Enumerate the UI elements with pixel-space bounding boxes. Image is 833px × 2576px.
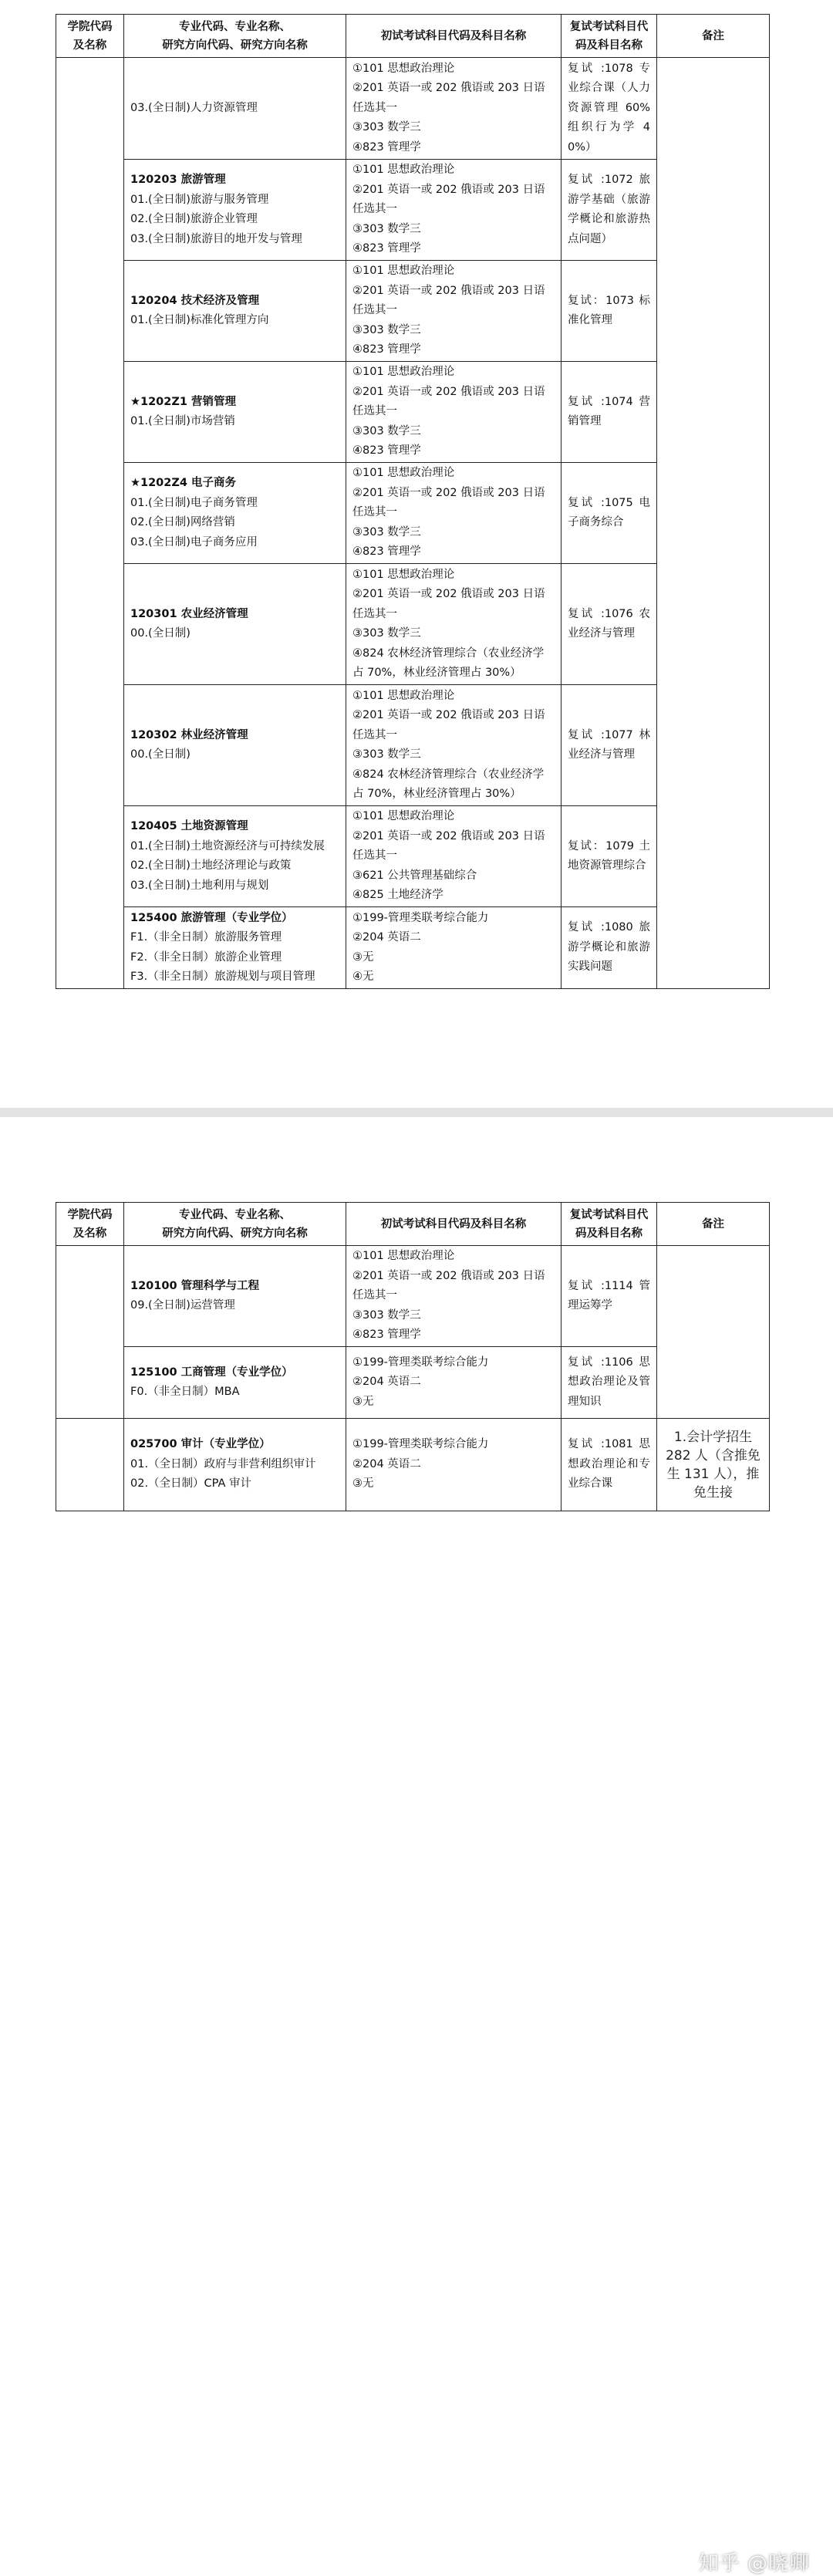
major-cell [124,1419,346,1511]
exam-subject: ④无 [352,971,374,983]
exam-subject: ②201 英语一或 202 俄语或 203 日语任选其一 [352,829,545,863]
exam-subjects-cell [346,261,562,362]
major-cell [124,160,346,261]
exam-subject: ②201 英语一或 202 俄语或 203 日语任选其一 [352,183,545,216]
exam-subject: ③303 数学三 [352,121,421,134]
exam-subject: ①101 思想政治理论 [352,689,455,702]
exam-subjects-cell [346,463,562,564]
exam-subjects-cell [346,58,562,160]
exam-subject: ③303 数学三 [352,627,421,640]
table-header-row [56,15,770,58]
table-row [56,1246,770,1347]
header-retest [562,15,657,58]
major-title: ★1202Z1 营销管理 [130,395,237,408]
exam-subject: ①101 思想政治理论 [352,1250,455,1263]
exam-subject: ②204 英语二 [352,931,421,944]
major-title: 120204 技术经济及管理 [130,294,260,307]
major-title: ★1202Z4 电子商务 [130,477,237,489]
major-title: 120301 农业经济管理 [130,607,248,620]
retest-subject-cell: 复试 :1078 专业综合课（人力资源管理 60% 组织行为学 40%） [562,58,657,160]
exam-subject: ④823 管理学 [352,242,421,255]
exam-subject: ③303 数学三 [352,525,421,538]
header-note: 备注 [657,15,770,58]
major-cell [124,463,346,564]
table-row [56,58,770,160]
college-cell [56,58,124,989]
retest-subject-cell: 复试 :1076 农业经济与管理 [562,564,657,685]
exam-subject: ①199-管理类联考综合能力 [352,1438,489,1451]
major-title: 125100 工商管理（专业学位） [130,1366,293,1379]
header-note: 备注 [657,1203,770,1246]
header-college [56,1203,124,1246]
college-cell [56,1246,124,1419]
exam-subject: ④823 管理学 [352,545,421,559]
header-college [56,15,124,58]
exam-subject: ②201 英语一或 202 俄语或 203 日语任选其一 [352,709,545,741]
retest-subject-cell: 复试 :1072 旅游学基础（旅游学概论和旅游热点问题） [562,160,657,261]
research-direction: 03.(全日制)电子商务应用 [130,535,258,549]
exam-subject: ③303 数学三 [352,1308,421,1322]
exam-subjects-cell [346,806,562,907]
major-cell [124,261,346,362]
retest-subject-cell: 复试 :1075 电子商务综合 [562,463,657,564]
header-retest-label: 复试考试科目代码及科目名称 [569,1208,649,1240]
exam-subject: ③303 数学三 [352,748,421,761]
major-cell [124,685,346,806]
research-direction: 01.(全日制)电子商务管理 [130,496,258,509]
major-title: 120203 旅游管理 [130,174,226,186]
table-row [56,1419,770,1511]
exam-subject: ①199-管理类联考综合能力 [352,911,489,924]
note-cell [657,58,770,989]
exam-subject: ④823 管理学 [352,444,421,457]
major-title: 120302 林业经济管理 [130,728,248,741]
exam-subjects-cell [346,564,562,685]
research-direction: 02.(全日制)旅游企业管理 [130,213,258,225]
exam-subject: ④823 管理学 [352,140,421,154]
exam-subjects-cell [346,685,562,806]
exam-subject: ①101 思想政治理论 [352,265,455,278]
research-direction: 03.(全日制)人力资源管理 [130,101,258,114]
header-retest-label: 复试考试科目代码及科目名称 [569,20,649,52]
header-exam: 初试考试科目代码及科目名称 [346,1203,562,1246]
exam-subject: ①101 思想政治理论 [352,810,455,823]
exam-subject: ①101 思想政治理论 [352,62,455,75]
admissions-table-1 [56,14,770,989]
exam-subject: ③无 [352,950,374,964]
exam-subject: ③无 [352,1477,374,1491]
exam-subject: ④824 农林经济管理综合（农业经济学占 70%，林业经济管理占 30%） [352,768,545,800]
exam-subject: ①101 思想政治理论 [352,467,455,480]
header-major-line1: 专业代码、专业名称、 [179,1208,291,1221]
major-cell [124,564,346,685]
exam-subjects-cell [346,160,562,261]
exam-subject: ①101 思想政治理论 [352,164,455,177]
research-direction: 03.(全日制)旅游目的地开发与管理 [130,232,302,245]
header-college-label: 学院代码及名称 [67,20,113,52]
exam-subject: ②201 英语一或 202 俄语或 203 日语任选其一 [352,486,545,519]
header-retest [562,1203,657,1246]
major-cell [124,58,346,160]
header-major [124,15,346,58]
retest-subject-cell: 复试 :1080 旅游学概论和旅游实践问题 [562,907,657,989]
exam-subject: ②201 英语一或 202 俄语或 203 日语任选其一 [352,82,545,114]
exam-subject: ③303 数学三 [352,323,421,336]
exam-subject: ①101 思想政治理论 [352,568,455,581]
research-direction: 09.(全日制)运营管理 [130,1299,235,1312]
research-direction: F1.（非全日制）旅游服务管理 [130,931,282,944]
research-direction: 01.(全日制)旅游与服务管理 [130,193,269,206]
note-cell [657,1419,770,1511]
retest-subject-cell: 复试 :1114 管理运筹学 [562,1246,657,1347]
exam-subject: ③无 [352,1395,374,1408]
page-separator [0,1108,833,1117]
exam-subject: ②201 英语一或 202 俄语或 203 日语任选其一 [352,385,545,418]
research-direction: 01.(全日制)土地资源经济与可持续发展 [130,839,325,852]
exam-subject: ④823 管理学 [352,1329,421,1342]
table-header-row [56,1203,770,1246]
research-direction: F0.（非全日制）MBA [130,1386,240,1398]
major-cell [124,907,346,989]
header-major-line2: 研究方向代码、研究方向名称 [162,1227,308,1240]
exam-subject: ①199-管理类联考综合能力 [352,1356,489,1369]
major-cell [124,1246,346,1347]
retest-subject-cell: 复试 :1077 林业经济与管理 [562,685,657,806]
major-title: 120100 管理科学与工程 [130,1279,260,1292]
exam-subjects-cell [346,1347,562,1419]
document-page-2 [0,1117,833,2575]
retest-subject-cell: 复试：1079 土地资源管理综合 [562,806,657,907]
research-direction: 00.(全日制) [130,748,191,761]
header-exam: 初试考试科目代码及科目名称 [346,15,562,58]
exam-subjects-cell [346,1419,562,1511]
exam-subject: ②204 英语二 [352,1457,421,1470]
exam-subject: ②201 英语一或 202 俄语或 203 日语任选其一 [352,588,545,620]
major-cell [124,1347,346,1419]
exam-subjects-cell [346,362,562,463]
retest-subject-cell: 复试：1073 标准化管理 [562,261,657,362]
research-direction: F2.（非全日制）旅游企业管理 [130,950,282,964]
watermark-text: 知乎 @晓卿 [698,2552,810,2575]
research-direction: 02.（全日制）CPA 审计 [130,1477,252,1491]
header-college-label: 学院代码及名称 [67,1208,113,1240]
major-title: 120405 土地资源管理 [130,820,248,832]
research-direction: 02.(全日制)网络营销 [130,516,235,528]
exam-subject: ③303 数学三 [352,222,421,235]
note-text: 1.会计学招生 282 人（含推免生 131 人），推免生接 [666,1429,760,1501]
research-direction: 01.(全日制)标准化管理方向 [130,314,269,326]
exam-subject: ④825 土地经济学 [352,889,443,902]
retest-subject-cell: 复试 :1106 思想政治理论及管理知识 [562,1347,657,1419]
research-direction: 02.(全日制)土地经济理论与政策 [130,859,292,872]
research-direction: 03.(全日制)土地利用与规划 [130,879,269,892]
header-major-line2: 研究方向代码、研究方向名称 [162,39,308,52]
research-direction: 01.（全日制）政府与非营利组织审计 [130,1457,316,1470]
header-major [124,1203,346,1246]
research-direction: 00.(全日制) [130,627,191,640]
exam-subject: ②201 英语一或 202 俄语或 203 日语任选其一 [352,1269,545,1302]
exam-subject: ④824 农林经济管理综合（农业经济学占 70%，林业经济管理占 30%） [352,647,545,679]
research-direction: F3.（非全日制）旅游规划与项目管理 [130,971,315,983]
admissions-table-2 [56,1202,770,1511]
retest-subject-cell: 复试 :1081 思想政治理论和专业综合课 [562,1419,657,1511]
exam-subject: ③621 公共管理基础综合 [352,869,477,882]
exam-subject: ④823 管理学 [352,343,421,356]
exam-subject: ①101 思想政治理论 [352,366,455,379]
exam-subjects-cell [346,907,562,989]
header-major-line1: 专业代码、专业名称、 [179,20,291,33]
exam-subject: ②201 英语一或 202 俄语或 203 日语任选其一 [352,284,545,317]
retest-subject-cell: 复试 :1074 营销管理 [562,362,657,463]
document-page-1 [0,0,833,1111]
note-cell [657,1246,770,1419]
research-direction: 01.(全日制)市场营销 [130,415,235,427]
major-title: 125400 旅游管理（专业学位） [130,911,293,924]
major-title: 025700 审计（专业学位） [130,1438,271,1451]
exam-subjects-cell [346,1246,562,1347]
major-cell [124,806,346,907]
exam-subject: ③303 数学三 [352,424,421,437]
major-cell [124,362,346,463]
exam-subject: ②204 英语二 [352,1376,421,1389]
college-cell [56,1419,124,1511]
